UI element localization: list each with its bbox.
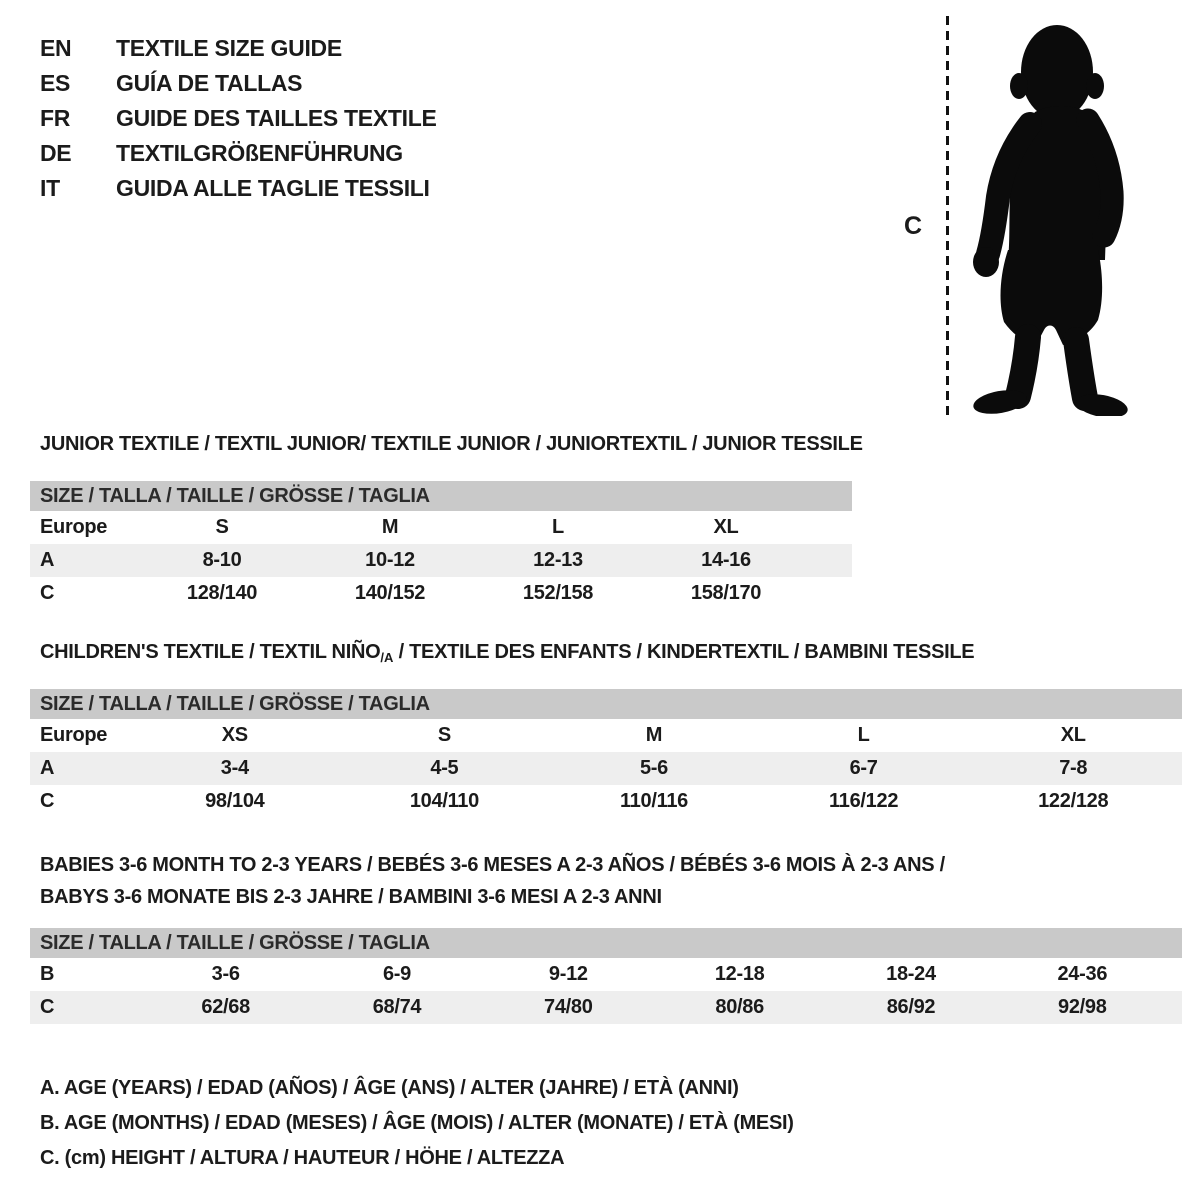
- size-cell: XL: [713, 516, 739, 538]
- language-code: ES: [40, 70, 71, 96]
- row-label: B: [40, 963, 55, 985]
- size-cell: 6-9: [382, 963, 411, 985]
- row-label: Europe: [40, 516, 108, 538]
- height-measure-label: C: [904, 212, 923, 240]
- size-cell: M: [381, 516, 399, 538]
- size-cell: 80/86: [715, 996, 764, 1018]
- size-cell: 152/158: [522, 582, 594, 604]
- measurement-legend: [40, 1071, 794, 1176]
- children-size-table: [30, 689, 1182, 818]
- size-cell: 98/104: [205, 790, 265, 812]
- language-code: FR: [40, 105, 71, 131]
- row-label: C: [40, 582, 55, 604]
- row-label: A: [40, 549, 55, 571]
- table-row: [30, 577, 852, 610]
- size-cell: M: [645, 724, 663, 746]
- size-cell: 6-7: [849, 757, 878, 779]
- legend-line-a: A. AGE (YEARS) / EDAD (AÑOS) / ÂGE (ANS) / ALTER (JAHRE) / ETÀ (ANNI): [40, 1077, 739, 1099]
- size-cell: 12-13: [533, 549, 583, 571]
- legend-line-b: B. AGE (MONTHS) / EDAD (MESES) / ÂGE (MOIS) / ALTER (MONATE) / ETÀ (MESI): [40, 1112, 794, 1134]
- legend-line-c: C. (cm) HEIGHT / ALTURA / HAUTEUR / HÖHE / ALTEZZA: [40, 1147, 565, 1169]
- size-cell: S: [215, 516, 229, 538]
- size-cell: 122/128: [1038, 790, 1109, 812]
- row-label: A: [40, 757, 55, 779]
- language-code: IT: [40, 175, 60, 201]
- guide-title: GUIDE DES TAILLES TEXTILE: [116, 105, 437, 131]
- babies-table-body: [30, 958, 1182, 1024]
- size-cell: 140/152: [354, 582, 426, 604]
- junior-table-body: [30, 511, 852, 610]
- language-code: DE: [40, 140, 72, 166]
- size-cell: 68/74: [372, 996, 422, 1018]
- size-cell: L: [857, 724, 870, 746]
- toddler-silhouette-icon: [960, 12, 1146, 416]
- babies-size-table: [30, 928, 1182, 1024]
- children-table-title: [40, 641, 974, 665]
- size-cell: 4-5: [430, 757, 459, 779]
- table-row: [30, 991, 1182, 1024]
- size-cell: 158/170: [690, 582, 762, 604]
- size-cell: 128/140: [186, 582, 258, 604]
- size-cell: 12-18: [714, 963, 765, 985]
- size-cell: XS: [221, 724, 248, 746]
- junior-table-title: JUNIOR TEXTILE / TEXTIL JUNIOR/ TEXTILE JUNIOR / JUNIORTEXTIL / JUNIOR TESSILE: [40, 433, 863, 455]
- size-cell: 10-12: [365, 549, 415, 571]
- size-cell: 92/98: [1058, 996, 1107, 1018]
- table-row: [30, 785, 1182, 818]
- size-cell: 5-6: [639, 757, 668, 779]
- row-label: C: [40, 790, 55, 812]
- language-title-list: [40, 31, 437, 206]
- row-label: C: [40, 996, 55, 1018]
- size-cell: 104/110: [409, 790, 479, 812]
- guide-title: TEXTILGRÖßENFÜHRUNG: [116, 140, 403, 166]
- babies-table-title: [40, 849, 945, 913]
- babies-title-line2: BABYS 3-6 MONATE BIS 2-3 JAHRE / BAMBINI 3-6 MESI A 2-3 ANNI: [40, 886, 662, 908]
- guide-title: GUÍA DE TALLAS: [116, 70, 303, 96]
- size-cell: 7-8: [1059, 757, 1088, 779]
- size-cell: 74/80: [544, 996, 593, 1018]
- size-cell: 8-10: [202, 549, 242, 571]
- children-title-suffix: / TEXTILE DES ENFANTS / KINDERTEXTIL / BAMBINI TESSILE: [393, 641, 975, 663]
- table-row: [30, 511, 852, 544]
- size-cell: XL: [1060, 724, 1086, 746]
- row-label: Europe: [40, 724, 108, 746]
- size-cell: L: [552, 516, 564, 538]
- table-row: [30, 958, 1182, 991]
- language-code: EN: [40, 35, 72, 61]
- size-header: SIZE / TALLA / TAILLE / GRÖSSE / TAGLIA: [30, 689, 1182, 719]
- children-title-subscript: /A: [380, 650, 394, 665]
- size-cell: 9-12: [548, 963, 588, 985]
- size-cell: 110/116: [619, 790, 688, 812]
- table-row: [30, 752, 1182, 785]
- height-measure-dashed-line: [946, 16, 949, 415]
- guide-title: TEXTILE SIZE GUIDE: [116, 35, 342, 61]
- children-title-prefix: CHILDREN'S TEXTILE / TEXTIL NIÑO: [40, 641, 381, 663]
- size-header: SIZE / TALLA / TAILLE / GRÖSSE / TAGLIA: [30, 928, 1182, 958]
- size-cell: 3-4: [220, 757, 249, 779]
- table-row: [30, 719, 1182, 752]
- table-row: [30, 544, 852, 577]
- junior-size-table: [30, 481, 852, 610]
- size-cell: 14-16: [701, 549, 751, 571]
- guide-title: GUIDA ALLE TAGLIE TESSILI: [116, 175, 430, 201]
- size-cell: 116/122: [829, 790, 899, 812]
- size-header: SIZE / TALLA / TAILLE / GRÖSSE / TAGLIA: [30, 481, 852, 511]
- size-cell: 3-6: [211, 963, 240, 985]
- children-table-body: [30, 719, 1182, 818]
- size-cell: 18-24: [886, 963, 936, 985]
- size-cell: 86/92: [886, 996, 936, 1018]
- size-cell: 62/68: [201, 996, 250, 1018]
- size-cell: 24-36: [1057, 963, 1108, 985]
- size-cell: S: [437, 724, 451, 746]
- babies-title-line1: BABIES 3-6 MONTH TO 2-3 YEARS / BEBÉS 3-6 MESES A 2-3 AÑOS / BÉBÉS 3-6 MOIS À 2-3 ANS /: [40, 854, 945, 876]
